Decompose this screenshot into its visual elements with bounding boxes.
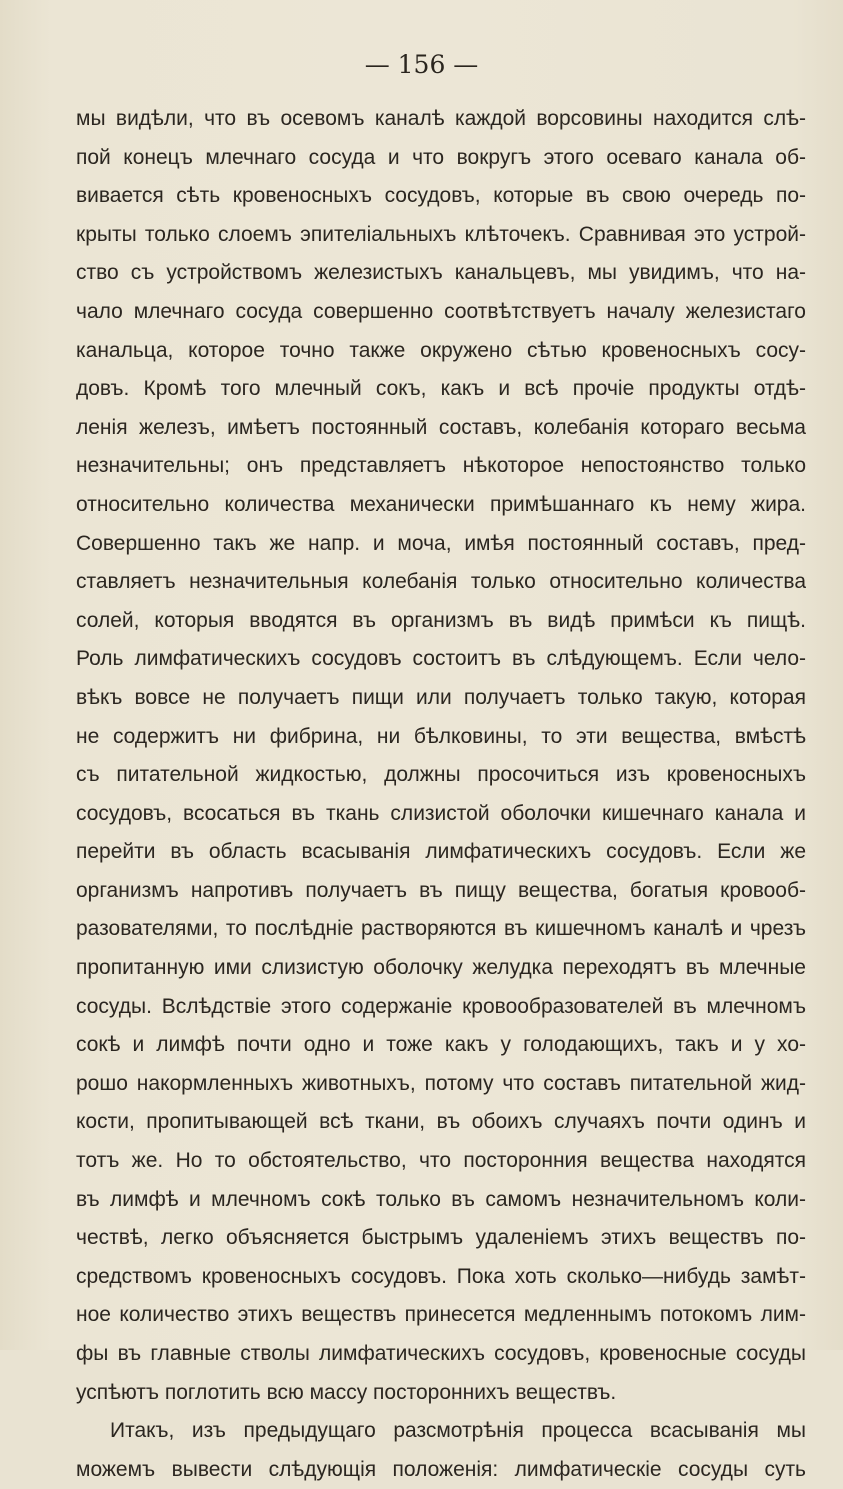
text-line: пропитанную ими слизистую оболочку желудка переходятъ въ млечные <box>76 956 806 980</box>
text-line: ное количество этихъ веществъ принесется медленнымъ потокомъ лим- <box>76 1303 806 1327</box>
text-line: сосудовъ, всосаться въ ткань слизистой оболочки кишечнаго канала и <box>76 801 806 825</box>
text-line: средствомъ кровеносныхъ сосудовъ. Пока хоть сколько—нибудь замѣт- <box>76 1264 806 1288</box>
text-line: не содержитъ ни фибрина, ни бѣлковины, то эти вещества, вмѣстѣ <box>76 724 806 748</box>
text-line: можемъ вывести слѣдующія положенія: лимфатическіе сосуды суть <box>76 1457 806 1481</box>
paragraph-first-line: Итакъ, изъ предыдущаго разсмотрѣнія процесса всасыванія мы <box>110 1419 806 1443</box>
text-line: крыты только слоемъ эпителіальныхъ клѣточекъ. Сравнивая это устрой- <box>76 222 806 246</box>
body-text <box>76 100 806 1489</box>
text-line: сокѣ и лимфѣ почти одно и тоже какъ у голодающихъ, такъ и у хо- <box>76 1033 806 1057</box>
text-line: организмъ напротивъ получаетъ въ пищу вещества, богатыя кровооб- <box>76 878 806 902</box>
text-line: съ питательной жидкостью, должны просочиться изъ кровеносныхъ <box>76 763 806 787</box>
text-line: рошо накормленныхъ животныхъ, потому что составъ питательной жид- <box>76 1071 806 1095</box>
text-line: ставляетъ незначительныя колебанія только относительно количества <box>76 570 806 594</box>
text-line: ство съ устройствомъ железистыхъ канальцевъ, мы увидимъ, что на- <box>76 261 806 285</box>
text-line: тотъ же. Но то обстоятельство, что посторонния вещества находятся <box>76 1149 806 1173</box>
text-line: чествѣ, легко объясняется быстрымъ удаленіемъ этихъ веществъ по- <box>76 1226 806 1250</box>
text-line: ленія железъ, имѣетъ постоянный составъ, колебанія котораго весьма <box>76 415 806 439</box>
text-line: фы въ главные стволы лимфатическихъ сосудовъ, кровеносные сосуды <box>76 1342 806 1365</box>
text-line: Роль лимфатическихъ сосудовъ состоитъ въ слѣдующемъ. Если чело- <box>76 647 806 671</box>
text-line: кости, пропитывающей всѣ ткани, въ обоихъ случаяхъ почти одинъ и <box>76 1110 806 1134</box>
text-line: разователями, то послѣдніе растворяются въ кишечномъ каналѣ и чрезъ <box>76 917 806 941</box>
text-line: относительно количества механически примѣшаннаго къ нему жира. <box>76 492 806 516</box>
text-line: чало млечнаго сосуда совершенно соотвѣтствуетъ началу железистаго <box>76 299 806 323</box>
text-line: въ лимфѣ и млечномъ сокѣ только въ самомъ незначительномъ коли- <box>76 1187 806 1211</box>
text-line: незначительны; онъ представляетъ нѣкоторое непостоянство только <box>76 454 806 478</box>
text-line: вѣкъ вовсе не получаетъ пищи или получаетъ только такую, которая <box>76 685 806 709</box>
text-line: Совершенно такъ же напр. и моча, имѣя постоянный составъ, пред- <box>76 531 806 555</box>
page-number: — 156 — <box>364 50 479 79</box>
text-line: довъ. Кромѣ того млечный сокъ, какъ и всѣ прочіе продукты отдѣ- <box>76 377 806 401</box>
text-line: перейти въ область всасыванія лимфатическихъ сосудовъ. Если же <box>76 840 806 864</box>
text-line: пой конецъ млечнаго сосуда и что вокругъ этого осеваго канала об- <box>76 145 806 169</box>
text-line: мы видѣли, что въ осевомъ каналѣ каждой ворсовины находится слѣ- <box>76 107 806 130</box>
text-line: сосуды. Вслѣдствіе этого содержаніе кровообразователей въ млечномъ <box>76 994 806 1018</box>
text-line: вивается сѣть кровеносныхъ сосудовъ, которые въ свою очередь по- <box>76 184 806 208</box>
text-line: солей, которыя вводятся въ организмъ въ видѣ примѣси къ пищѣ. <box>76 608 806 632</box>
text-line: канальца, которое точно также окружено сѣтью кровеносныхъ сосу- <box>76 338 806 362</box>
paragraph-last-line: успѣютъ поглотить всю массу постороннихъ веществъ. <box>76 1380 617 1404</box>
